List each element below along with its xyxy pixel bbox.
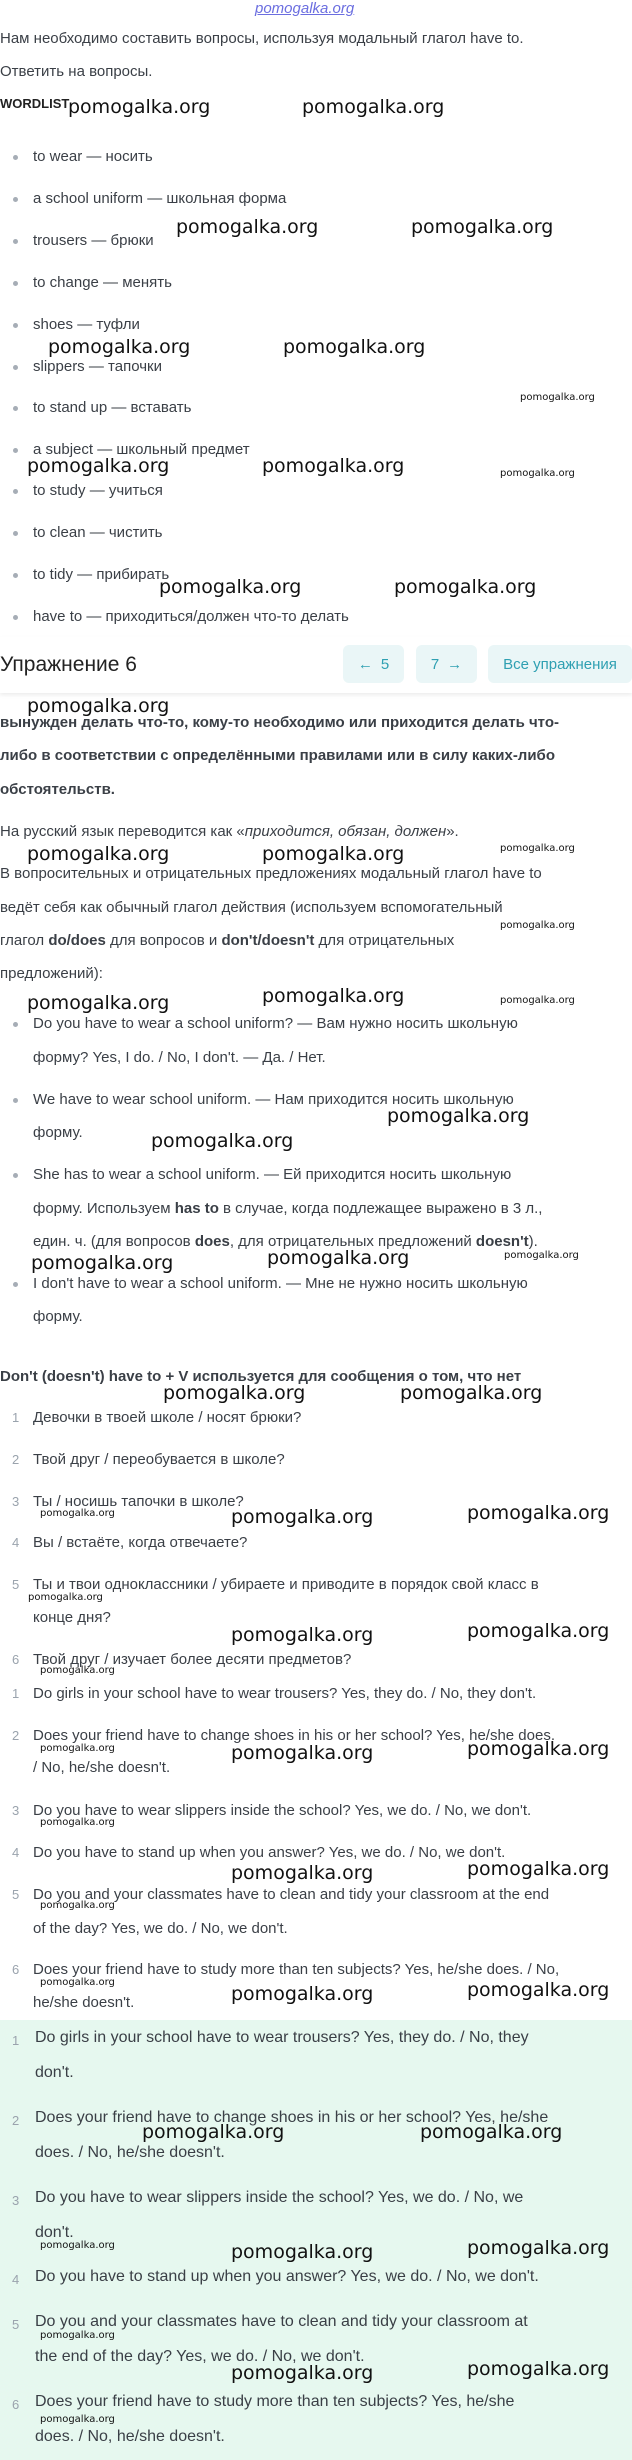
watermark: pomogalka.org (231, 1983, 374, 2005)
prompt-number: 1 (12, 1410, 20, 1425)
ex3-text: форму. Используем (33, 1200, 175, 1217)
answer-line: Do you and your classmates have to clean and tidy your classroom at the end (33, 1886, 550, 1903)
prompt-item: Твой друг / переобувается в школе? (33, 1451, 285, 1468)
usage-text: для отрицательных (314, 932, 455, 949)
watermark: pomogalka.org (163, 1382, 306, 1404)
example-4-line-1: I don't have to wear a school uniform. — Мне не нужно носить школьную (33, 1273, 528, 1295)
wordlist-item: a school uniform — школьная форма (33, 188, 286, 210)
watermark: pomogalka.org (40, 1977, 115, 1988)
rule-bold-2: либо в соответствии с определёнными правилами или в силу каких-либо (0, 747, 555, 764)
watermark: pomogalka.org (40, 1743, 115, 1754)
answer-big-number: 2 (12, 2113, 20, 2128)
watermark: pomogalka.org (504, 1250, 579, 1261)
watermark: pomogalka.org (262, 985, 405, 1007)
next-exercise-button[interactable] (416, 645, 477, 683)
translation-emphasis: приходится, обязан, должен (244, 823, 447, 840)
answer-big-line: Does your friend have to change shoes in his or her school? Yes, he/she (35, 2109, 549, 2126)
answer-number: 3 (12, 1803, 20, 1818)
ex3-text: ). (528, 1233, 538, 1250)
answer-line: Do you have to wear slippers inside the school? Yes, we do. / No, we don't. (33, 1802, 532, 1819)
rule-usage-4: предложений): (0, 965, 103, 982)
prev-exercise-button[interactable] (343, 645, 404, 683)
watermark: pomogalka.org (411, 216, 554, 238)
watermark: pomogalka.org (31, 1252, 174, 1274)
answer-big-line: don't. (35, 2064, 74, 2081)
rule-usage-2: ведёт себя как обычный глагол действия (используем вспомогательный (0, 899, 503, 916)
arrow-right-icon: → (447, 655, 463, 673)
answer-line: of the day? Yes, we do. / No, we don't. (33, 1920, 288, 1937)
prompt-item: Твой друг / изучает более десяти предметов? (33, 1651, 352, 1668)
answer-big-line: Do you have to wear slippers inside the school? Yes, we do. / No, we (35, 2189, 524, 2206)
next-exercise-label: 7 (430, 655, 440, 673)
watermark: pomogalka.org (40, 2240, 115, 2251)
answer-big-line: does. / No, he/she doesn't. (35, 2144, 225, 2161)
ex3-doesnt: doesn't (475, 1233, 529, 1250)
exercise-title: Упражнение 6 (0, 653, 137, 676)
answer-big-line: Does your friend have to study more than ten subjects? Yes, he/she (35, 2393, 515, 2410)
answer-big-line: the end of the day? Yes, we do. / No, we don't. (35, 2348, 365, 2365)
intro-line-2: Ответить на вопросы. (0, 63, 153, 80)
watermark: pomogalka.org (40, 1817, 115, 1828)
example-1-line-1: Do you have to wear a school uniform? — Вам нужно носить школьную (33, 1013, 518, 1035)
watermark: pomogalka.org (400, 1382, 543, 1404)
wordlist-item: to clean — чистить (33, 522, 163, 544)
watermark: pomogalka.org (467, 1858, 610, 1880)
watermark: pomogalka.org (142, 2121, 285, 2143)
watermark: pomogalka.org (262, 843, 405, 865)
watermark: pomogalka.org (40, 2414, 115, 2425)
prev-exercise-label: 5 (380, 655, 390, 673)
wordlist-item: to change — менять (33, 272, 172, 294)
watermark: pomogalka.org (231, 1506, 374, 1528)
usage-dont-doesnt: don't/doesn't (221, 932, 315, 949)
answer-line: Do you have to stand up when you answer? Yes, we do. / No, we don't. (33, 1844, 506, 1861)
answer-big-line: don't. (35, 2224, 74, 2241)
negation-rule: Don't (doesn't) have to + V используется для сообщения о том, что нет (0, 1368, 522, 1385)
watermark: pomogalka.org (27, 695, 170, 717)
wordlist-item: to study — учиться (33, 480, 163, 502)
wordlist-item: slippers — тапочки (33, 356, 162, 378)
watermark: pomogalka.org (500, 995, 575, 1006)
prompt-item-cont: конце дня? (33, 1609, 111, 1626)
example-3-line-2 (33, 1198, 542, 1220)
wordlist-item: to tidy — прибирать (33, 564, 169, 586)
ex3-text: един. ч. (для вопросов (33, 1233, 195, 1250)
watermark: pomogalka.org (40, 1665, 115, 1676)
answer-line: he/she doesn't. (33, 1994, 135, 2011)
translation-prefix: На русский язык переводится как « (0, 823, 245, 840)
watermark: pomogalka.org (283, 336, 426, 358)
watermark: pomogalka.org (387, 1105, 530, 1127)
wordlist-item: to wear — носить (33, 146, 153, 168)
watermark: pomogalka.org (40, 2330, 115, 2341)
site-logo: pomogalka.org (255, 0, 355, 17)
rule-bold-3: обстоятельств. (0, 781, 115, 798)
watermark: pomogalka.org (467, 1979, 610, 2001)
watermark: pomogalka.org (40, 1508, 115, 1519)
prompt-item: Девочки в твоей школе / носят брюки? (33, 1409, 302, 1426)
translation-suffix: ». (446, 823, 459, 840)
watermark: pomogalka.org (27, 992, 170, 1014)
answer-number: 5 (12, 1887, 20, 1902)
watermark: pomogalka.org (231, 1742, 374, 1764)
watermark: pomogalka.org (267, 1247, 410, 1269)
watermark: pomogalka.org (231, 2362, 374, 2384)
ex3-has-to: has to (174, 1200, 219, 1217)
watermark: pomogalka.org (520, 392, 595, 403)
answer-number: 2 (12, 1728, 20, 1743)
wordlist-item: shoes — туфли (33, 314, 140, 336)
rule-usage-3 (0, 930, 454, 952)
answer-number: 4 (12, 1845, 20, 1860)
example-4-line-2: форму. (33, 1308, 83, 1325)
prompt-number: 5 (12, 1577, 20, 1592)
usage-do-does: do/does (48, 932, 106, 949)
prompt-item: Вы / встаёте, когда отвечаете? (33, 1534, 248, 1551)
answer-line: Do girls in your school have to wear trousers? Yes, they do. / No, they don't. (33, 1685, 537, 1702)
example-3-line-1: She has to wear a school uniform. — Ей приходится носить школьную (33, 1164, 511, 1186)
watermark: pomogalka.org (159, 576, 302, 598)
answer-big-number: 6 (12, 2397, 20, 2412)
watermark: pomogalka.org (151, 1130, 294, 1152)
all-exercises-button[interactable]: Все упражнения (488, 645, 632, 683)
watermark: pomogalka.org (262, 455, 405, 477)
rule-bold-1: вынужден делать что-то, кому-то необходимо или приходится делать что- (0, 714, 559, 731)
watermark: pomogalka.org (231, 2241, 374, 2263)
example-2-line-2: форму. (33, 1124, 83, 1141)
answer-big-line: does. / No, he/she doesn't. (35, 2428, 225, 2445)
wordlist-item: a subject — школьный предмет (33, 439, 250, 461)
prompt-number: 3 (12, 1494, 20, 1509)
watermark: pomogalka.org (48, 336, 191, 358)
wordlist-item: to stand up — вставать (33, 397, 191, 419)
answer-big-line: Do you have to stand up when you answer? Yes, we do. / No, we don't. (35, 2268, 539, 2285)
watermark: pomogalka.org (68, 96, 211, 118)
answer-line: Does your friend have to change shoes in his or her school? Yes, he/she does. (33, 1727, 556, 1744)
watermark: pomogalka.org (467, 2358, 610, 2380)
ex3-does: does (194, 1233, 230, 1250)
usage-text: глагол (0, 932, 49, 949)
watermark: pomogalka.org (500, 843, 575, 854)
prompt-number: 6 (12, 1652, 20, 1667)
answer-big-number: 1 (12, 2033, 20, 2048)
wordlist-label: WORDLIST (0, 96, 70, 111)
answer-big-line: Do girls in your school have to wear trousers? Yes, they do. / No, they (35, 2029, 529, 2046)
watermark: pomogalka.org (467, 2237, 610, 2259)
wordlist-item: trousers — брюки (33, 230, 154, 252)
watermark: pomogalka.org (27, 843, 170, 865)
watermark: pomogalka.org (500, 920, 575, 931)
arrow-left-icon: ← (357, 655, 373, 673)
prompt-item: Ты / носишь тапочки в школе? (33, 1493, 244, 1510)
watermark: pomogalka.org (231, 1862, 374, 1884)
watermark: pomogalka.org (40, 1900, 115, 1911)
ex3-text: , для отрицательных предложений (229, 1233, 476, 1250)
watermark: pomogalka.org (28, 1592, 103, 1603)
watermark: pomogalka.org (467, 1738, 610, 1760)
watermark: pomogalka.org (231, 1624, 374, 1646)
usage-text: для вопросов и (105, 932, 222, 949)
answer-big-number: 5 (12, 2317, 20, 2332)
intro-line-1: Нам необходимо составить вопросы, используя модальный глагол have to. (0, 30, 524, 47)
answer-line: Does your friend have to study more than ten subjects? Yes, he/she does. / No, (33, 1961, 560, 1978)
rule-usage-1: В вопросительных и отрицательных предложениях модальный глагол have to (0, 865, 542, 882)
ex3-text: в случае, когда подлежащее выражено в 3 л., (218, 1200, 543, 1217)
rule-translation (0, 821, 459, 843)
answer-line: / No, he/she doesn't. (33, 1759, 171, 1776)
watermark: pomogalka.org (302, 96, 445, 118)
example-2-line-1: We have to wear school uniform. — Нам приходится носить школьную (33, 1089, 514, 1111)
example-1-line-2: форму? Yes, I do. / No, I don't. — Да. / Нет. (33, 1049, 326, 1066)
answer-big-number: 4 (12, 2272, 20, 2287)
prompt-number: 4 (12, 1535, 20, 1550)
watermark: pomogalka.org (420, 2121, 563, 2143)
prompt-item: Ты и твои одноклассники / убираете и приводите в порядок свой класс в (33, 1576, 539, 1593)
watermark: pomogalka.org (27, 455, 170, 477)
answer-big-number: 3 (12, 2193, 20, 2208)
prompt-number: 2 (12, 1452, 20, 1467)
watermark: pomogalka.org (467, 1502, 610, 1524)
answer-number: 6 (12, 1962, 20, 1977)
watermark: pomogalka.org (467, 1620, 610, 1642)
answer-big-line: Do you and your classmates have to clean and tidy your classroom at (35, 2313, 528, 2330)
answer-number: 1 (12, 1686, 20, 1701)
wordlist-item: have to — приходиться/должен что-то делать (33, 606, 349, 628)
watermark: pomogalka.org (500, 468, 575, 479)
watermark: pomogalka.org (394, 576, 537, 598)
watermark: pomogalka.org (176, 216, 319, 238)
